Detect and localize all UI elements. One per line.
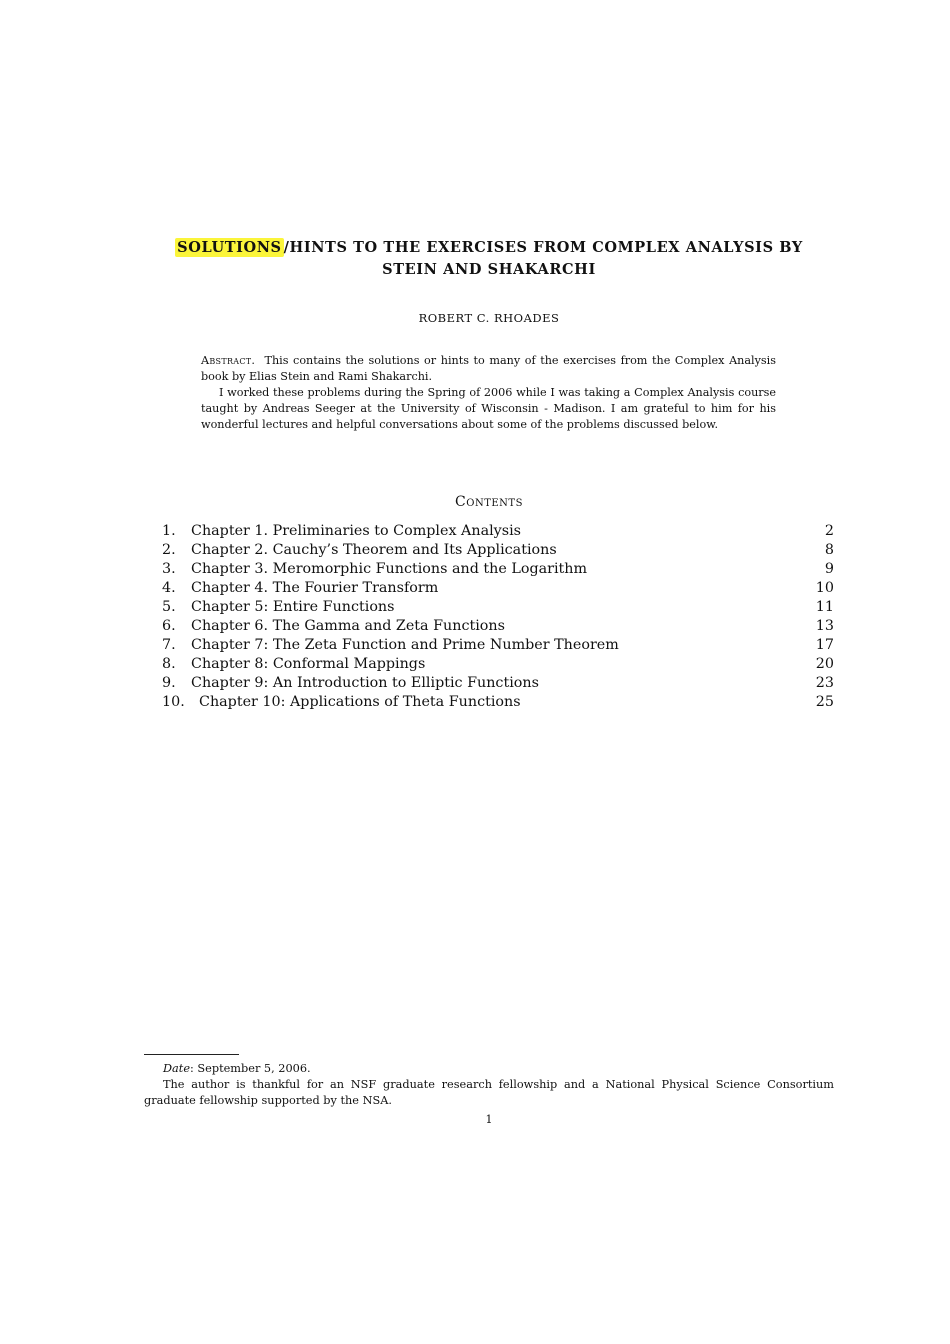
toc-entry[interactable] (162, 636, 834, 655)
toc-entry[interactable] (162, 674, 834, 693)
abstract (201, 353, 776, 433)
toc-entry-title[interactable]: Chapter 3. Meromorphic Functions and the Logarithm (191, 561, 588, 577)
footnote-date (144, 1061, 834, 1077)
author-name: ROBERT C. RHOADES (418, 311, 560, 325)
toc-entry-page: 13 (815, 618, 834, 634)
highlighted-word[interactable]: SOLUTIONS (177, 239, 282, 256)
abstract-text-1: This contains the solutions or hints to many of the exercises from the Complex Analysis book by Elias Stein and Rami Shakarchi. (201, 354, 776, 383)
contents-heading: Contents (455, 494, 523, 510)
abstract-label: Abstract. (201, 354, 256, 367)
toc-entry-page: 11 (815, 599, 834, 615)
toc-entry-title[interactable]: Chapter 10: Applications of Theta Functions (199, 694, 521, 710)
toc-entry-number: 5. (162, 599, 176, 615)
toc-entry-number: 3. (162, 561, 176, 577)
footnote-rule (144, 1054, 239, 1055)
toc-entry-number: 4. (162, 580, 176, 596)
toc-entry-number: 7. (162, 637, 176, 653)
toc-entry-number: 1. (162, 523, 176, 539)
toc-entry[interactable] (162, 522, 834, 541)
toc-entry-title[interactable]: Chapter 2. Cauchy’s Theorem and Its Applications (191, 542, 557, 558)
toc-entry-page: 25 (815, 694, 834, 710)
toc-entry-number: 8. (162, 656, 176, 672)
toc-entry-title[interactable]: Chapter 6. The Gamma and Zeta Functions (191, 618, 505, 634)
paper-title (144, 237, 834, 281)
footnote-date-label: Date (163, 1062, 191, 1075)
footnote-thanks: The author is thankful for an NSF graduate research fellowship and a National Physical Science Consortium graduate fellowship supported by the NSA. (144, 1078, 834, 1107)
toc-entry[interactable] (162, 541, 834, 560)
toc-entry-title[interactable]: Chapter 5: Entire Functions (191, 599, 395, 615)
toc-entry[interactable] (162, 617, 834, 636)
footnote-date-value: : September 5, 2006. (190, 1062, 311, 1075)
toc-entry-title[interactable]: Chapter 1. Preliminaries to Complex Analysis (191, 523, 522, 539)
table-of-contents (162, 522, 834, 712)
abstract-paragraph-2: I worked these problems during the Spring of 2006 while I was taking a Complex Analysis course taught by Andreas Seeger at the University of Wisconsin - Madison. I am grateful to him for his wonderful lectures and helpful conversations about some of the problems discussed below. (201, 386, 776, 431)
toc-entry-number: 6. (162, 618, 176, 634)
toc-entry-page: 17 (815, 637, 834, 653)
toc-entry-page: 20 (815, 656, 834, 672)
toc-entry[interactable] (162, 693, 834, 712)
toc-entry[interactable] (162, 598, 834, 617)
title-line-1-rest: /HINTS TO THE EXERCISES FROM COMPLEX ANALYSIS BY (283, 239, 803, 256)
toc-entry-title[interactable]: Chapter 7: The Zeta Function and Prime Number Theorem (191, 637, 619, 653)
toc-entry[interactable] (162, 579, 834, 598)
abstract-paragraph-1 (201, 353, 776, 385)
toc-entry[interactable] (162, 560, 834, 579)
title-line-2: STEIN AND SHAKARCHI (382, 261, 596, 278)
toc-entry[interactable] (162, 655, 834, 674)
toc-entry-page: 8 (824, 542, 834, 558)
toc-entry-page: 23 (815, 675, 834, 691)
page-number: 1 (485, 1113, 493, 1126)
toc-entry-number: 9. (162, 675, 176, 691)
toc-entry-number: 2. (162, 542, 176, 558)
toc-entry-title[interactable]: Chapter 4. The Fourier Transform (191, 580, 439, 596)
footnote (144, 1061, 834, 1109)
toc-entry-page: 2 (824, 523, 834, 539)
toc-entry-title[interactable]: Chapter 8: Conformal Mappings (191, 656, 426, 672)
toc-entry-page: 10 (815, 580, 834, 596)
toc-entry-page: 9 (824, 561, 834, 577)
toc-entry-title[interactable]: Chapter 9: An Introduction to Elliptic Functions (191, 675, 539, 691)
toc-entry-number: 10. (162, 694, 185, 710)
